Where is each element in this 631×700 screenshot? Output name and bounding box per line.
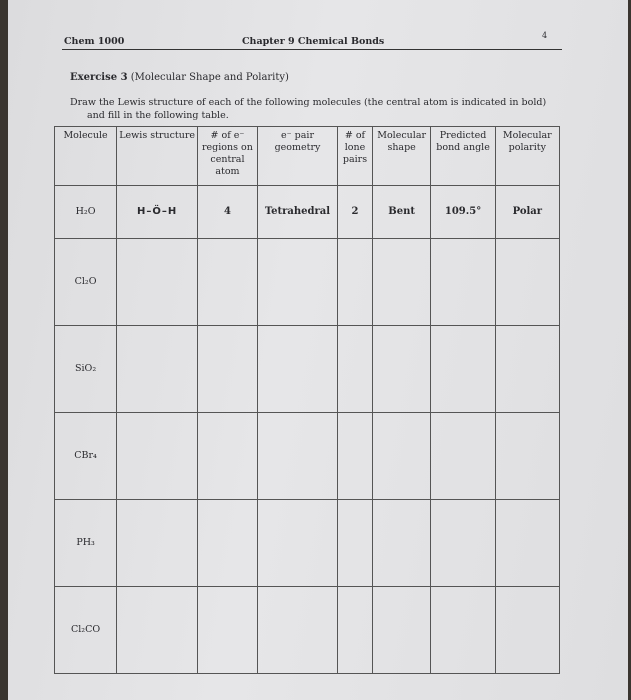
geometry-cell[interactable]: [257, 326, 337, 413]
molecule-cell: SiO₂: [55, 326, 117, 413]
molecule-cell: Cl₂O: [55, 239, 117, 326]
lewis-cell[interactable]: [117, 326, 198, 413]
shape-cell[interactable]: [372, 500, 431, 587]
polarity-cell[interactable]: [495, 326, 559, 413]
table-row: [55, 500, 560, 587]
regions-cell[interactable]: [198, 326, 258, 413]
angle-cell[interactable]: [431, 413, 495, 500]
angle-cell[interactable]: [431, 239, 495, 326]
molecule-cell: H₂O: [55, 186, 117, 239]
polarity-cell[interactable]: [495, 239, 559, 326]
chapter-title: Chapter 9 Chemical Bonds: [242, 36, 385, 47]
col-lone-pairs: # of lone pairs: [338, 127, 373, 186]
polarity-cell: Polar: [495, 186, 559, 239]
col-lewis: Lewis structure: [117, 127, 198, 186]
molecule-table: [54, 126, 560, 674]
molecule-cell: PH₃: [55, 500, 117, 587]
shape-cell[interactable]: [372, 413, 431, 500]
angle-cell[interactable]: [431, 500, 495, 587]
polarity-cell[interactable]: [495, 413, 559, 500]
angle-cell[interactable]: [431, 326, 495, 413]
polarity-cell[interactable]: [495, 587, 559, 674]
geometry-cell[interactable]: [257, 239, 337, 326]
lone-pairs-cell: 2: [338, 186, 373, 239]
lewis-cell: H–Ö–H: [117, 186, 198, 239]
exercise-subtitle: (Molecular Shape and Polarity): [127, 72, 289, 83]
col-polarity: Molecular polarity: [495, 127, 559, 186]
shape-cell[interactable]: [372, 239, 431, 326]
regions-cell[interactable]: [198, 239, 258, 326]
regions-cell: 4: [198, 186, 258, 239]
col-molecule: Molecule: [55, 127, 117, 186]
col-angle: Predicted bond angle: [431, 127, 495, 186]
instruction-line-2: and fill in the following table.: [87, 110, 229, 121]
molecule-cell: Cl₂CO: [55, 587, 117, 674]
regions-cell[interactable]: [198, 413, 258, 500]
shape-cell[interactable]: [372, 587, 431, 674]
instruction-line-1: Draw the Lewis structure of each of the following molecules (the central atom is indicated in bold): [70, 97, 547, 108]
regions-cell[interactable]: [198, 500, 258, 587]
lewis-cell[interactable]: [117, 500, 198, 587]
geometry-cell[interactable]: [257, 587, 337, 674]
shape-cell[interactable]: [372, 326, 431, 413]
angle-cell: 109.5°: [431, 186, 495, 239]
exercise-label: Exercise 3: [70, 72, 128, 83]
table-header-row: [55, 127, 560, 186]
geometry-cell[interactable]: [257, 500, 337, 587]
course-name: Chem 1000: [64, 36, 125, 47]
lone-pairs-cell[interactable]: [338, 587, 373, 674]
lone-pairs-cell[interactable]: [338, 500, 373, 587]
lewis-cell[interactable]: [117, 413, 198, 500]
table-row: [55, 186, 560, 239]
geometry-cell[interactable]: [257, 413, 337, 500]
page-header: [62, 33, 562, 50]
polarity-cell[interactable]: [495, 500, 559, 587]
col-regions: # of e⁻ regions on central atom: [198, 127, 258, 186]
angle-cell[interactable]: [431, 587, 495, 674]
table-row: [55, 326, 560, 413]
molecule-cell: CBr₄: [55, 413, 117, 500]
table-row: [55, 239, 560, 326]
lewis-cell[interactable]: [117, 587, 198, 674]
table-row: [55, 413, 560, 500]
col-geometry: e⁻ pair geometry: [257, 127, 337, 186]
instructions: [70, 96, 560, 122]
col-shape: Molecular shape: [372, 127, 431, 186]
page-number: 4: [542, 31, 548, 40]
lewis-cell[interactable]: [117, 239, 198, 326]
lone-pairs-cell[interactable]: [338, 326, 373, 413]
shape-cell: Bent: [372, 186, 431, 239]
geometry-cell: Tetrahedral: [257, 186, 337, 239]
exercise-title: [70, 72, 289, 83]
lone-pairs-cell[interactable]: [338, 413, 373, 500]
table-row: [55, 587, 560, 674]
lone-pairs-cell[interactable]: [338, 239, 373, 326]
regions-cell[interactable]: [198, 587, 258, 674]
